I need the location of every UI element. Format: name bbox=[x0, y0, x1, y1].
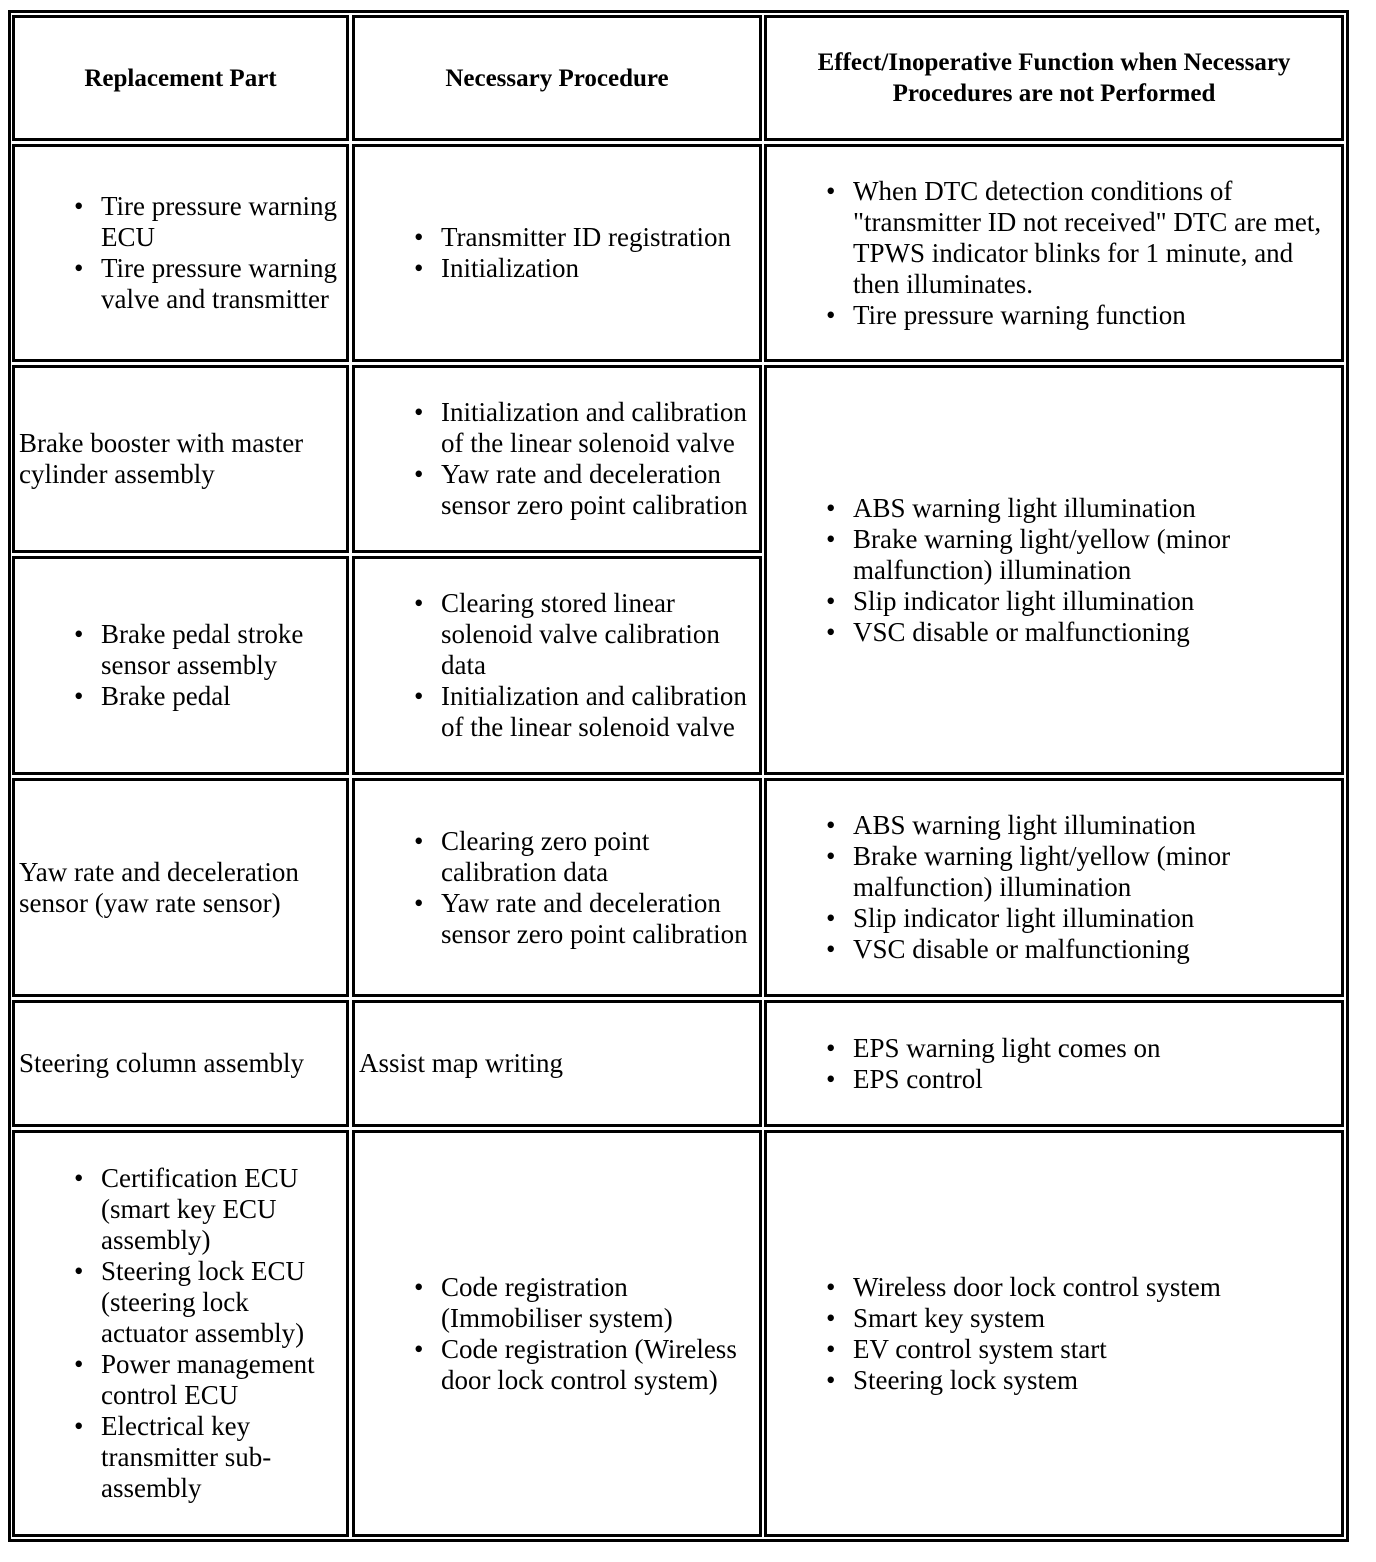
list-item: • Tire pressure warning function bbox=[767, 300, 1335, 331]
row5-procedure-cell bbox=[352, 1000, 762, 1127]
list-item: • Tire pressure warning valve and transmitter bbox=[15, 253, 346, 315]
list-item: • Tire pressure warning ECU bbox=[15, 191, 346, 253]
list-item: • Code registration (Wireless door lock control system) bbox=[355, 1334, 759, 1396]
list-item: • Code registration (Immobiliser system) bbox=[355, 1272, 759, 1334]
list-item: • Steering lock ECU (steering lock actuator assembly) bbox=[15, 1256, 346, 1349]
list-item: • Clearing stored linear solenoid valve calibration data bbox=[355, 588, 759, 681]
list-item: • EPS control bbox=[767, 1064, 1341, 1095]
row2-part-text: Brake booster with master cylinder assembly bbox=[19, 428, 304, 489]
row4-effect-list bbox=[767, 810, 1341, 965]
list-item: • Initialization and calibration of the linear solenoid valve bbox=[355, 397, 759, 459]
row3-part-list bbox=[15, 619, 346, 712]
row2-procedure-cell bbox=[352, 365, 762, 553]
row1-effect-cell bbox=[764, 144, 1344, 362]
row2-procedure-list bbox=[355, 397, 759, 521]
list-item: • Wireless door lock control system bbox=[767, 1272, 1341, 1303]
row1-procedure-list bbox=[355, 222, 759, 284]
row6-effect-list bbox=[767, 1272, 1341, 1396]
row6-part-list bbox=[15, 1163, 346, 1504]
list-item: • Initialization and calibration of the linear solenoid valve bbox=[355, 681, 759, 743]
header-effect bbox=[764, 15, 1344, 141]
list-item: • Yaw rate and deceleration sensor zero point calibration bbox=[355, 459, 759, 521]
row4-part-cell bbox=[12, 778, 349, 997]
row4-part-text: Yaw rate and deceleration sensor (yaw rate sensor) bbox=[19, 856, 299, 918]
list-item: • EV control system start bbox=[767, 1334, 1341, 1365]
header-replacement-part-text: Replacement Part bbox=[84, 64, 277, 92]
row2-3-effect-list bbox=[767, 493, 1341, 648]
list-item: • Initialization bbox=[355, 253, 759, 284]
row4-procedure-list bbox=[355, 826, 759, 950]
list-item: • Brake pedal bbox=[15, 681, 346, 712]
header-effect-text: Effect/Inoperative Function when Necessary Procedures are not Performed bbox=[817, 49, 1291, 107]
list-item: • Certification ECU (smart key ECU assembly) bbox=[15, 1163, 346, 1256]
row6-procedure-cell bbox=[352, 1130, 762, 1537]
list-item: • Slip indicator light illumination bbox=[767, 586, 1341, 617]
list-item: • Smart key system bbox=[767, 1303, 1341, 1334]
list-item: • Electrical key transmitter sub-assembly bbox=[15, 1411, 346, 1504]
row2-part-cell bbox=[12, 365, 349, 553]
row3-part-cell bbox=[12, 556, 349, 775]
row6-effect-cell bbox=[764, 1130, 1344, 1537]
row4-procedure-cell bbox=[352, 778, 762, 997]
row5-part-text: Steering column assembly bbox=[19, 1048, 304, 1078]
row1-part-cell bbox=[12, 144, 349, 362]
list-item: • Clearing zero point calibration data bbox=[355, 826, 759, 888]
row5-effect-cell bbox=[764, 1000, 1344, 1127]
list-item: • Power management control ECU bbox=[15, 1349, 346, 1411]
row1-effect-list bbox=[767, 176, 1335, 331]
row5-procedure-text: Assist map writing bbox=[359, 1048, 564, 1078]
list-item: • Brake warning light/yellow (minor malfunction) illumination bbox=[767, 841, 1341, 903]
row1-procedure-cell bbox=[352, 144, 762, 362]
list-item: • Brake pedal stroke sensor assembly bbox=[15, 619, 346, 681]
list-item: • Transmitter ID registration bbox=[355, 222, 759, 253]
header-replacement-part bbox=[12, 15, 349, 141]
list-item: • Yaw rate and deceleration sensor zero point calibration bbox=[355, 888, 759, 950]
row3-procedure-cell bbox=[352, 556, 762, 775]
row6-procedure-list bbox=[355, 1272, 759, 1396]
list-item: • EPS warning light comes on bbox=[767, 1033, 1341, 1064]
list-item: • ABS warning light illumination bbox=[767, 493, 1341, 524]
header-necessary-procedure-text: Necessary Procedure bbox=[445, 64, 669, 92]
row6-part-cell bbox=[12, 1130, 349, 1537]
row5-part-cell bbox=[12, 1000, 349, 1127]
list-item: • VSC disable or malfunctioning bbox=[767, 617, 1341, 648]
row4-effect-cell bbox=[764, 778, 1344, 997]
header-necessary-procedure bbox=[352, 15, 762, 141]
row3-procedure-list bbox=[355, 588, 759, 743]
list-item: • Steering lock system bbox=[767, 1365, 1341, 1396]
list-item: • Slip indicator light illumination bbox=[767, 903, 1341, 934]
row5-effect-list bbox=[767, 1033, 1341, 1095]
list-item: • VSC disable or malfunctioning bbox=[767, 934, 1341, 965]
list-item: • Brake warning light/yellow (minor malfunction) illumination bbox=[767, 524, 1341, 586]
list-item: • When DTC detection conditions of "transmitter ID not received" DTC are met, TPWS indicator blinks for 1 minute, and then illuminates. bbox=[767, 176, 1335, 300]
row1-part-list bbox=[15, 191, 346, 315]
row2-3-effect-cell bbox=[764, 365, 1344, 775]
list-item: • ABS warning light illumination bbox=[767, 810, 1341, 841]
